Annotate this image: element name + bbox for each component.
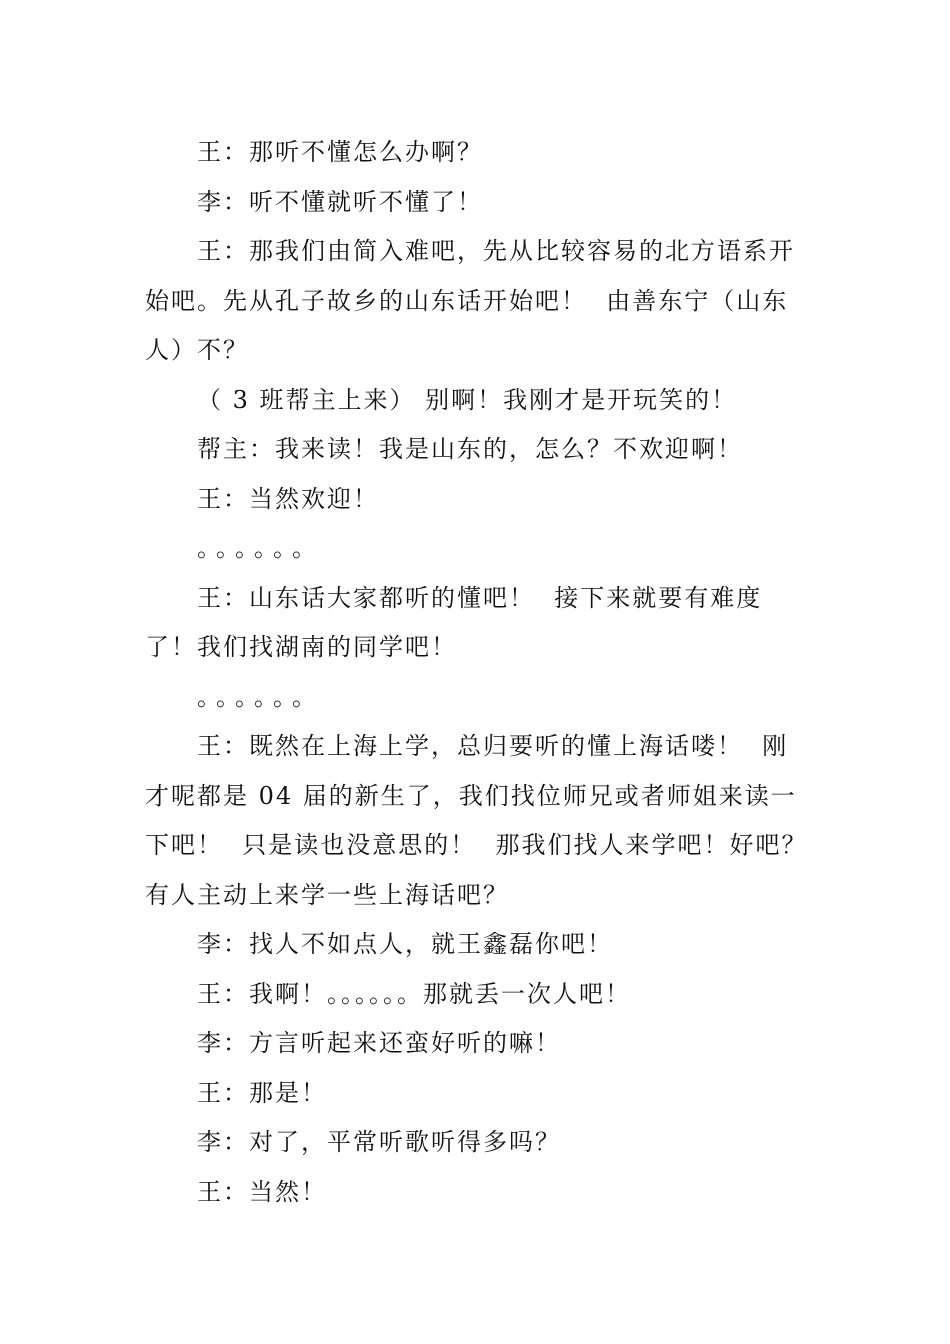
dialogue-line: 王：当然欢迎！ <box>197 484 379 513</box>
dialogue-line: 李：对了，平常听歌听得多吗？ <box>197 1128 561 1156</box>
dialogue-body <box>145 128 810 1217</box>
dialogue-line: 王：我啊！。。。。。。那就丢一次人吧！ <box>197 979 631 1008</box>
dialogue-line: 李：听不懂就听不懂了！ <box>197 187 483 216</box>
dialogue-line: 王：山东话大家都听的懂吧！ 接下来就要有难度了！我们找湖南的同学吧！ <box>145 583 763 661</box>
dialogue-line: 王：那听不懂怎么办啊？ <box>197 138 483 166</box>
dialogue-line: 王：那是！ <box>197 1078 327 1107</box>
ellipsis-line: 。。。。。。 <box>197 682 323 711</box>
dialogue-line: 王：既然在上海上学，总归要听的懂上海话喽！ 刚才呢都是 04 届的新生了，我们找位师兄或者师姐来读一下吧！ 只是读也没意思的！ 那我们找人来学吧！好吧？有人主动上来学一些上海话吧？ <box>145 732 808 909</box>
dialogue-line: 帮主：我来读！我是山东的，怎么？不欢迎啊！ <box>197 435 743 463</box>
dialogue-line: 李：方言听起来还蛮好听的嘛！ <box>197 1029 561 1057</box>
dialogue-line: 王：那我们由简入难吧，先从比较容易的北方语系开始吧。先从孔子故乡的山东话开始吧！ 由善东宁（山东人）不？ <box>145 237 795 364</box>
dialogue-line: 王：当然！ <box>197 1177 327 1206</box>
ellipsis-line: 。。。。。。 <box>197 534 323 562</box>
dialogue-line: （ 3 班帮主上来） 别啊！我刚才是开玩笑的！ <box>197 385 738 414</box>
dialogue-line: 李：找人不如点人，就王鑫磊你吧！ <box>197 930 613 958</box>
